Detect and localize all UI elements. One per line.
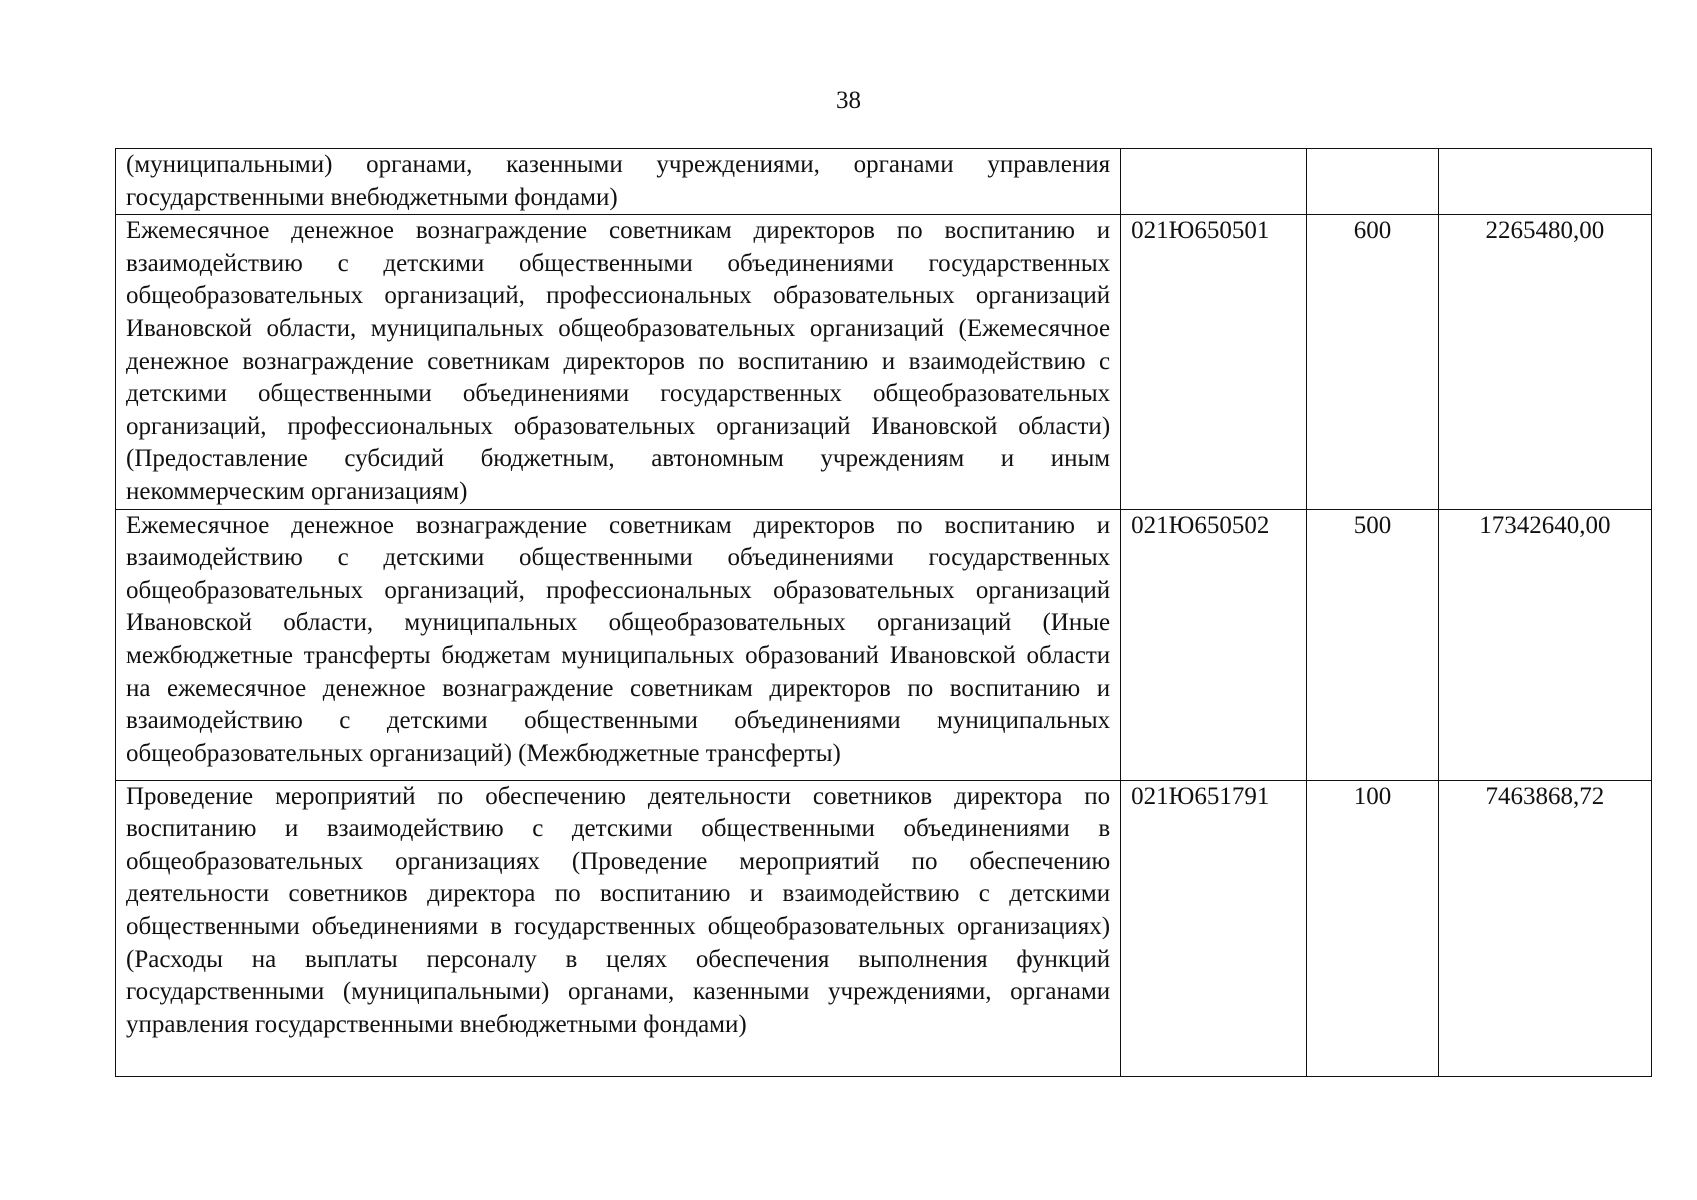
row-code: [1121, 149, 1307, 215]
row-code: 021Ю650501: [1121, 215, 1307, 509]
table-row: [116, 149, 1652, 215]
table-row: [116, 509, 1652, 780]
page-number: 38: [836, 87, 861, 114]
row-expense-kind: 600: [1307, 215, 1439, 509]
table-row: [116, 780, 1652, 1076]
row-expense-kind: 100: [1307, 780, 1439, 1076]
table-row: [116, 215, 1652, 509]
row-amount: 17342640,00: [1438, 509, 1651, 780]
row-description: (муниципальными) органами, казенными учреждениями, органами управления государственными внебюджетными фондами): [116, 149, 1121, 215]
row-description: Проведение мероприятий по обеспечению деятельности советников директора по воспитанию и взаимодействию с детскими общественными объединениями в общеобразовательных организациях (Проведение мероприятий по обеспечению деятельности советников директора по воспитанию и взаимодействию с детскими общественными объединениями в государственных общеобразовательных организациях) (Расходы на выплаты персоналу в целях обеспечения выполнения функций государственными (муниципальными) органами, казенными учреждениями, органами управления государственными внебюджетными фондами): [116, 780, 1121, 1076]
row-amount: 7463868,72: [1438, 780, 1651, 1076]
row-amount: 2265480,00: [1438, 215, 1651, 509]
row-expense-kind: 500: [1307, 509, 1439, 780]
row-expense-kind: [1307, 149, 1439, 215]
row-code: 021Ю651791: [1121, 780, 1307, 1076]
row-code: 021Ю650502: [1121, 509, 1307, 780]
row-description: Ежемесячное денежное вознаграждение советникам директоров по воспитанию и взаимодействию с детскими общественными объединениями государственных общеобразовательных организаций, профессиональных образовательных организаций Ивановской области, муниципальных общеобразовательных организаций (Иные межбюджетные трансферты бюджетам муниципальных образований Ивановской области на ежемесячное денежное вознаграждение советникам директоров по воспитанию и взаимодействию с детскими общественными объединениями муниципальных общеобразовательных организаций) (Межбюджетные трансферты): [116, 509, 1121, 780]
row-description: Ежемесячное денежное вознаграждение советникам директоров по воспитанию и взаимодействию с детскими общественными объединениями государственных общеобразовательных организаций, профессиональных образовательных организаций Ивановской области, муниципальных общеобразовательных организаций (Ежемесячное денежное вознаграждение советникам директоров по воспитанию и взаимодействию с детскими общественными объединениями государственных общеобразовательных организаций, профессиональных образовательных организаций Ивановской области) (Предоставление субсидий бюджетным, автономным учреждениям и иным некоммерческим организациям): [116, 215, 1121, 509]
budget-table: [115, 148, 1652, 1077]
row-amount: [1438, 149, 1651, 215]
